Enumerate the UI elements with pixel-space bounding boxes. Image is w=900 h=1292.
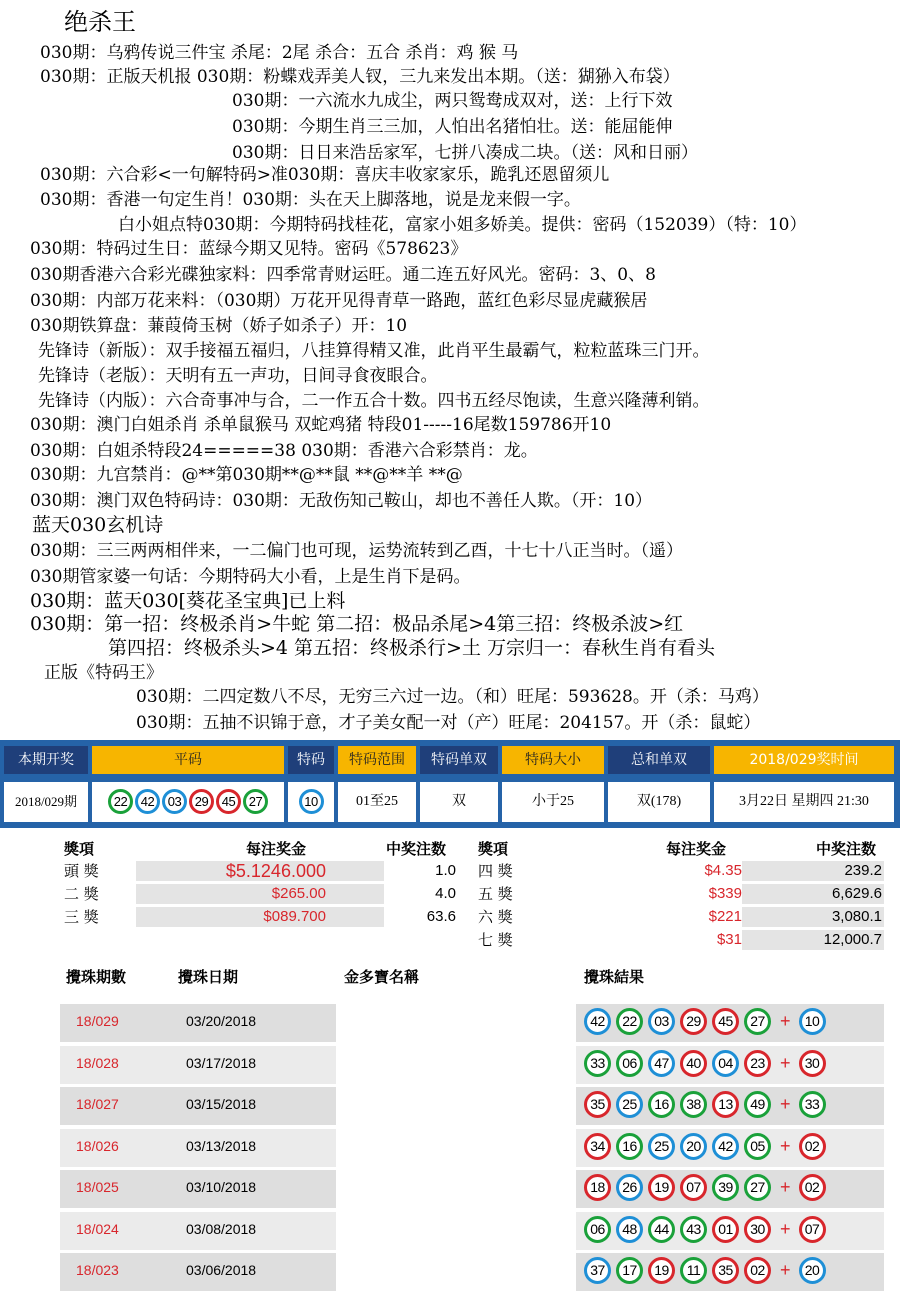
lottery-ball: 01 [712,1216,739,1243]
header-regular-numbers: 平码 [92,746,284,774]
prize-header-name: 獎項 [478,840,509,858]
draw-number: 18/026 [76,1137,119,1154]
tip-line: 030期香港六合彩光碟独家料：四季常青财运旺。通二连五好风光。密码：3、0、8 [30,265,656,285]
lottery-ball: 47 [648,1050,675,1077]
draw-number: 18/028 [76,1054,119,1071]
lottery-ball: 30 [744,1216,771,1243]
plus-sign: + [780,1260,791,1280]
draw-time-value: 3月22日 星期四 21:30 [714,782,894,822]
tip-line: 030期管家婆一句话：今期特码大小看，上是生肖下是码。 [30,567,471,587]
lottery-ball: 49 [744,1091,771,1118]
prize-count: 63.6 [426,908,456,925]
table-row [60,1170,884,1208]
table-row [60,1212,884,1250]
lottery-ball: 22 [616,1008,643,1035]
lottery-ball: 20 [799,1257,826,1284]
lottery-ball: 10 [799,1008,826,1035]
tip-line: 030期：乌鸦传说三件宝 杀尾：2尾 杀合：五合 杀肖：鸡 猴 马 [40,43,519,63]
tip-line: 030期：今期生肖三三加，人怕出名猪怕壮。送：能屈能伸 [232,117,673,137]
tip-line: 030期：日日来浩岳家军，七拼八凑成二块。（送：风和日丽） [232,143,698,163]
draw-date: 03/15/2018 [186,1096,257,1112]
draw-date: 03/13/2018 [186,1137,257,1154]
header-range: 特码范围 [338,746,416,774]
prize-header-count: 中奖注数 [816,840,877,858]
draw-result [584,1216,831,1243]
lottery-ball: 30 [799,1050,826,1077]
prize-row [474,906,884,928]
tip-line: 正版《特码王》 [44,663,163,683]
lottery-ball: 34 [584,1133,611,1160]
lottery-ball: 19 [648,1257,675,1284]
range-value: 01至25 [338,782,416,822]
prize-amount: $31 [716,931,742,948]
lottery-ball: 02 [799,1133,826,1160]
lottery-ball: 33 [584,1050,611,1077]
lottery-ball: 42 [712,1133,739,1160]
table-row [60,1046,884,1084]
prize-table [0,836,900,958]
sum-odd-even-value: 双(178) [608,782,710,822]
tip-line: 030期：澳门白姐杀肖 杀单鼠猴马 双蛇鸡猪 特段01-----16尾数159786开10 [30,415,612,435]
lottery-ball: 44 [648,1216,675,1243]
lottery-ball: 17 [616,1257,643,1284]
lottery-ball: 37 [584,1257,611,1284]
lottery-ball: 13 [712,1091,739,1118]
tip-line: 030期：五抽不识锦于意，才子美女配一对（产）旺尾：204157。开（杀：鼠蛇） [136,713,761,733]
tip-line: 030期：一六流水九成尘，两只鸳鸯成双对，送：上行下效 [232,91,673,111]
name-cell [336,1046,576,1084]
lottery-ball: 42 [584,1008,611,1035]
history-header-name: 金多寶名稱 [344,968,420,986]
prize-amount: $339 [708,885,742,902]
draw-date: 03/08/2018 [186,1220,257,1237]
lottery-ball: 07 [799,1216,826,1243]
history-header-result: 攪珠結果 [584,968,645,986]
lottery-ball: 45 [216,789,241,814]
lottery-ball: 16 [616,1133,643,1160]
tip-line: 030期：特码过生日：蓝绿今期又见特。密码《578623》 [30,239,468,259]
lottery-ball: 26 [616,1174,643,1201]
prize-name: 五 獎 [478,885,513,903]
odd-even-value: 双 [420,782,498,822]
tip-line: 030期：香港一句定生肖！030期：头在天上脚落地，说是龙来假一字。 [40,190,581,210]
draw-date: 03/10/2018 [186,1179,257,1195]
lottery-ball: 29 [189,789,214,814]
prize-count: 4.0 [435,885,456,902]
prize-row [60,860,456,882]
tip-line: 030期：内部万花来料：（030期）万花开见得青草一路跑，蓝红色彩尽显虎藏猴居 [30,291,648,311]
history-header-date: 攪珠日期 [178,968,239,986]
draw-number: 18/023 [76,1262,119,1278]
lottery-ball: 25 [648,1133,675,1160]
plus-sign: + [780,1177,791,1197]
lottery-ball: 35 [712,1257,739,1284]
prize-header-count: 中奖注数 [386,840,447,858]
name-cell [336,1129,576,1167]
draw-number: 2018/029期 [4,782,88,822]
tip-line: 030期：六合彩<一句解特码>准030期：喜庆丰收家家乐，跪乳还恩留须儿 [40,165,610,185]
header-sum-odd-even: 总和单双 [608,746,710,774]
prize-name: 二 獎 [64,885,99,903]
size-value: 小于25 [502,782,604,822]
draw-result [584,1008,831,1035]
draw-result [584,1050,831,1077]
tip-line: 先锋诗（内版）：六合奇事冲与合，二一作五合十数。四书五经尽饱读，生意兴隆薄利销。 [38,391,710,411]
lottery-ball: 29 [680,1008,707,1035]
tip-line: 030期：蓝天030[葵花圣宝典]已上料 [30,590,346,612]
lottery-ball: 16 [648,1091,675,1118]
prize-amount: $221 [708,908,742,925]
history-header-draw: 攪珠期數 [66,968,127,986]
lottery-ball: 02 [799,1174,826,1201]
tip-line: 白小姐点特030期：今期特码找桂花，富家小姐多娇美。提供：密码（152039）（特：10） [118,215,807,235]
name-cell [336,1212,576,1250]
prize-amount: $5.1246.000 [225,861,326,881]
header-size: 特码大小 [502,746,604,774]
table-row [60,1253,884,1291]
lottery-ball: 02 [744,1257,771,1284]
name-cell [336,1087,576,1125]
table-row [60,1129,884,1167]
draw-date: 03/06/2018 [186,1262,257,1278]
draw-date: 03/20/2018 [186,1013,257,1029]
prize-row [474,860,884,882]
draw-number: 18/027 [76,1096,119,1112]
lottery-ball: 39 [712,1174,739,1201]
row-shade [136,907,384,927]
lottery-ball: 03 [648,1008,675,1035]
lottery-ball: 40 [680,1050,707,1077]
prize-count: 1.0 [435,862,456,879]
prize-row [60,883,456,905]
lottery-ball: 38 [680,1091,707,1118]
lottery-ball: 45 [712,1008,739,1035]
prize-amount: $4.35 [704,862,742,879]
lottery-ball: 05 [744,1133,771,1160]
lottery-ball: 42 [135,789,160,814]
lottery-ball: 22 [108,789,133,814]
lottery-ball: 07 [680,1174,707,1201]
lottery-ball: 43 [680,1216,707,1243]
tip-line: 030期：澳门双色特码诗：030期：无敌伤知己鞍山，却也不善任人欺。（开：10） [30,491,653,511]
prize-name: 頭 獎 [64,862,99,880]
prize-name: 四 獎 [478,862,513,880]
lottery-ball: 19 [648,1174,675,1201]
plus-sign: + [780,1011,791,1031]
lottery-ball: 27 [744,1174,771,1201]
header-draw-time: 2018/029奖时间 [714,746,894,774]
name-cell [336,1004,576,1042]
prize-row [60,906,456,928]
lottery-ball: 06 [584,1216,611,1243]
tip-line: 先锋诗（老版）：天明有五一声功，日间寻食夜眼合。 [38,366,438,386]
prize-name: 六 獎 [478,908,513,926]
tip-line: 030期：第一招：终极杀肖>牛蛇 第二招：极品杀尾>4第三招：终极杀波>红 [30,613,684,635]
prize-count: 6,629.6 [831,885,882,902]
lottery-ball: 11 [680,1257,707,1284]
prize-header-amount: 每注奖金 [246,840,307,858]
header-special-number: 特码 [288,746,334,774]
lottery-ball: 35 [584,1091,611,1118]
draw-number: 18/024 [76,1220,119,1237]
tip-line: 030期：二四定数八不尽，无穷三六过一边。（和）旺尾：593628。开（杀：马鸡） [136,687,769,707]
name-cell [336,1170,576,1208]
row-shade [136,884,384,904]
regular-balls [92,782,284,822]
lottery-ball: 23 [744,1050,771,1077]
tip-line: 030期：九宫禁肖：@**第030期**@**鼠 **@**羊 **@ [30,465,463,485]
draw-result [584,1174,831,1201]
lottery-ball: 27 [744,1008,771,1035]
prize-row [474,929,884,951]
prize-amount: $265.00 [271,885,326,902]
prize-count: 12,000.7 [823,931,882,948]
lottery-ball: 03 [162,789,187,814]
draw-result [584,1091,831,1118]
tip-line: 030期：三三两两相伴来，一二偏门也可现，运势流转到乙酉，十七十八正当时。（遥） [30,541,683,561]
page-title: 绝杀王 [64,8,136,36]
plus-sign: + [780,1135,791,1156]
plus-sign: + [780,1052,791,1073]
prize-count: 3,080.1 [831,908,882,925]
name-cell [336,1253,576,1291]
table-row [60,1004,884,1042]
lottery-ball: 33 [799,1091,826,1118]
draw-result [584,1257,831,1284]
lottery-ball: 18 [584,1174,611,1201]
lottery-ball: 10 [299,789,324,814]
draw-number: 18/029 [76,1013,119,1029]
header-odd-even: 特码单双 [420,746,498,774]
plus-sign: + [780,1094,791,1114]
tip-line: 先锋诗（新版）：双手接福五福归，八挂算得精又准，此肖平生最霸气，粒粒蓝珠三门开。 [38,341,710,361]
prize-row [474,883,884,905]
results-bar [0,740,900,828]
lottery-ball: 06 [616,1050,643,1077]
header-current-draw: 本期开奖 [4,746,88,774]
lottery-ball: 25 [616,1091,643,1118]
table-row [60,1087,884,1125]
prize-count: 239.2 [844,862,882,879]
lottery-ball: 48 [616,1216,643,1243]
draw-number: 18/025 [76,1179,119,1195]
special-ball [288,782,334,822]
draw-date: 03/17/2018 [186,1054,257,1071]
lottery-ball: 20 [680,1133,707,1160]
prize-name: 七 獎 [478,931,513,949]
tip-line: 030期：白姐杀特段24=====38 030期：香港六合彩禁肖：龙。 [30,441,538,461]
prize-header-amount: 每注奖金 [666,840,727,858]
tip-line: 030期铁算盘：蒹葭倚玉树（娇子如杀子）开：10 [30,316,408,336]
plus-sign: + [780,1218,791,1239]
prize-header-name: 獎項 [64,840,95,858]
prize-name: 三 獎 [64,908,99,926]
draw-result [584,1133,831,1160]
tip-line: 030期：正版天机报 030期：粉蝶戏弄美人钗，三九来发出本期。（送：猢狲入布袋） [40,67,680,87]
lottery-ball: 27 [243,789,268,814]
prize-amount: $089.700 [263,908,326,925]
tip-line: 第四招：终极杀头>4 第五招：终极杀行>土 万宗归一：春秋生肖有看头 [108,637,716,659]
tip-line: 蓝天030玄机诗 [32,514,164,536]
lottery-ball: 04 [712,1050,739,1077]
